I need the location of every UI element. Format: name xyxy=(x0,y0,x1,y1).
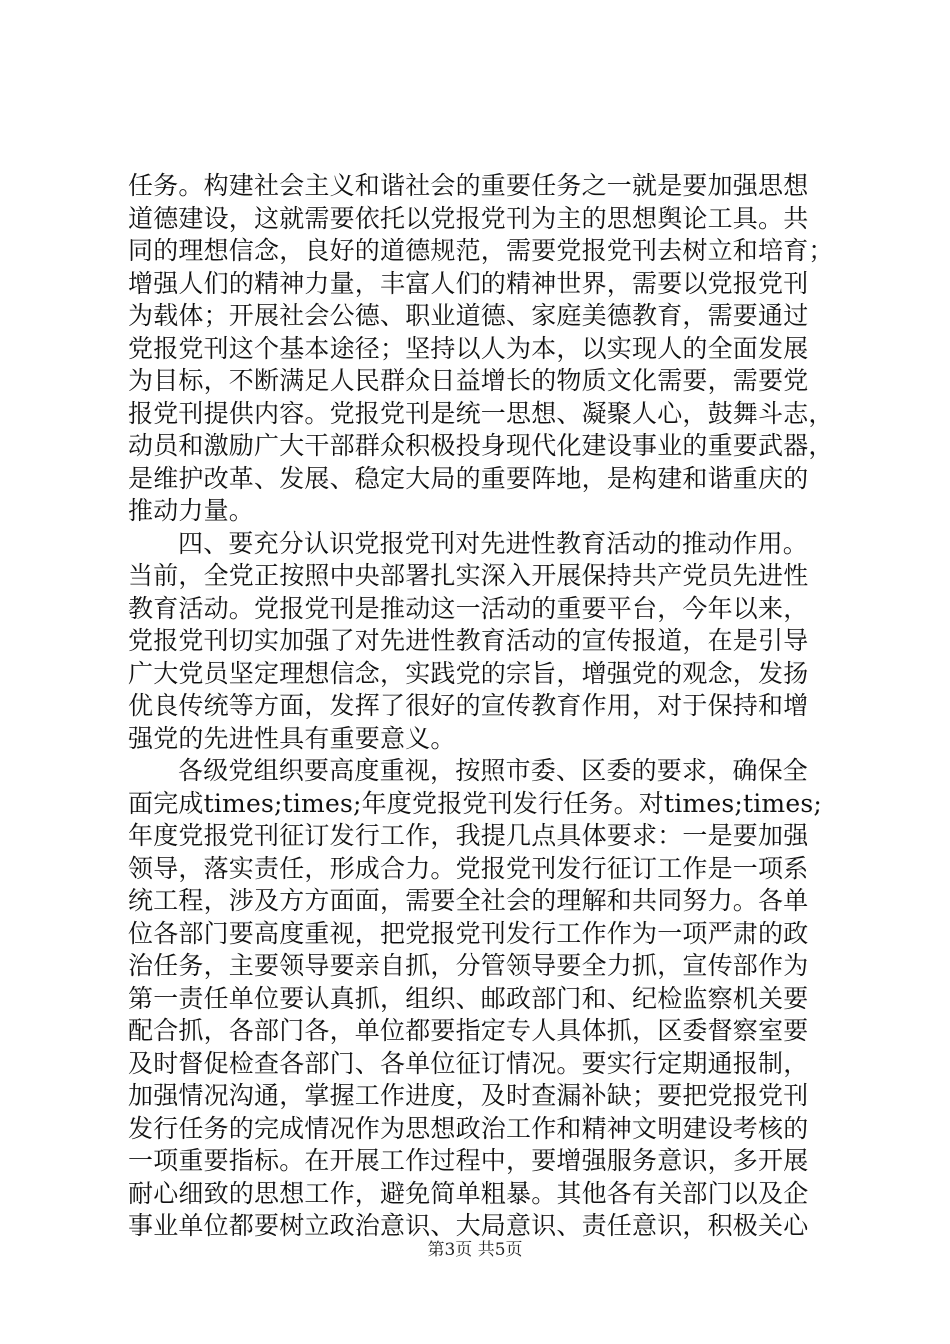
text-line: 党报党刊这个基本途径；坚持以人为本，以实现人的全面发展 xyxy=(128,333,809,363)
text-line: 一项重要指标。在开展工作过程中，要增强服务意识，多开展 xyxy=(128,1146,809,1175)
text-line: 事业单位都要树立政治意识、大局意识、责任意识，积极关心 xyxy=(128,1211,809,1240)
text-line: 增强人们的精神力量，丰富人们的精神世界，需要以党报党刊 xyxy=(128,268,809,298)
text-line: 统工程，涉及方方面面，需要全社会的理解和共同努力。各单 xyxy=(128,886,809,915)
text-line: 道德建设，这就需要依托以党报党刊为主的思想舆论工具。共 xyxy=(128,203,809,233)
text-line: 为目标，不断满足人民群众日益增长的物质文化需要，需要党 xyxy=(128,366,809,395)
text-line: 优良传统等方面，发挥了很好的宣传教育作用，对于保持和增 xyxy=(128,691,809,720)
text-line: 位各部门要高度重视，把党报党刊发行工作作为一项严肃的政 xyxy=(128,918,809,948)
text-line: 广大党员坚定理想信念，实践党的宗旨，增强党的观念，发扬 xyxy=(128,658,809,688)
text-line: 第一责任单位要认真抓，组织、邮政部门和、纪检监察机关要 xyxy=(128,983,809,1013)
text-line: 为载体；开展社会公德、职业道德、家庭美德教育，需要通过 xyxy=(128,301,809,330)
text-line: 面完成times;times;年度党报党刊发行任务。对times;times; xyxy=(128,788,822,818)
text-line: 推动力量。 xyxy=(128,496,255,525)
text-line: 发行任务的完成情况作为思想政治工作和精神文明建设考核的 xyxy=(128,1113,809,1143)
text-line: 耐心细致的思想工作，避免简单粗暴。其他各有关部门以及企 xyxy=(128,1178,809,1208)
text-line: 是维护改革、发展、稳定大局的重要阵地，是构建和谐重庆的 xyxy=(128,463,809,493)
paragraph-start-line: 各级党组织要高度重视，按照市委、区委的要求，确保全 xyxy=(178,756,809,785)
text-line: 强党的先进性具有重要意义。 xyxy=(128,723,456,753)
text-line: 治任务，主要领导要亲自抓，分管领导要全力抓，宣传部作为 xyxy=(128,951,809,980)
section-heading-line: 四、要充分认识党报党刊对先进性教育活动的推动作用。 xyxy=(178,528,809,558)
text-line: 加强情况沟通，掌握工作进度，及时查漏补缺；要把党报党刊 xyxy=(128,1081,809,1110)
body-text xyxy=(128,170,834,1243)
text-line: 党报党刊切实加强了对先进性教育活动的宣传报道，在是引导 xyxy=(128,626,809,655)
text-line: 报党刊提供内容。党报党刊是统一思想、凝聚人心，鼓舞斗志， xyxy=(128,398,834,428)
text-line: 教育活动。党报党刊是推动这一活动的重要平台，今年以来， xyxy=(128,593,809,623)
text-line: 年度党报党刊征订发行工作，我提几点具体要求：一是要加强 xyxy=(128,821,809,850)
text-line: 领导，落实责任，形成合力。党报党刊发行征订工作是一项系 xyxy=(128,853,809,883)
text-line: 及时督促检查各部门、各单位征订情况。要实行定期通报制， xyxy=(128,1048,809,1078)
text-line: 配合抓，各部门各，单位都要指定专人具体抓，区委督察室要 xyxy=(128,1016,809,1045)
text-line: 同的理想信念，良好的道德规范，需要党报党刊去树立和培育； xyxy=(128,236,834,265)
text-line: 动员和激励广大干部群众积极投身现代化建设事业的重要武器， xyxy=(128,431,834,460)
text-line: 当前，全党正按照中央部署扎实深入开展保持共产党员先进性 xyxy=(128,561,809,590)
text-line: 任务。构建社会主义和谐社会的重要任务之一就是要加强思想 xyxy=(128,171,809,200)
page-number: 第3页 共5页 xyxy=(427,1240,523,1260)
